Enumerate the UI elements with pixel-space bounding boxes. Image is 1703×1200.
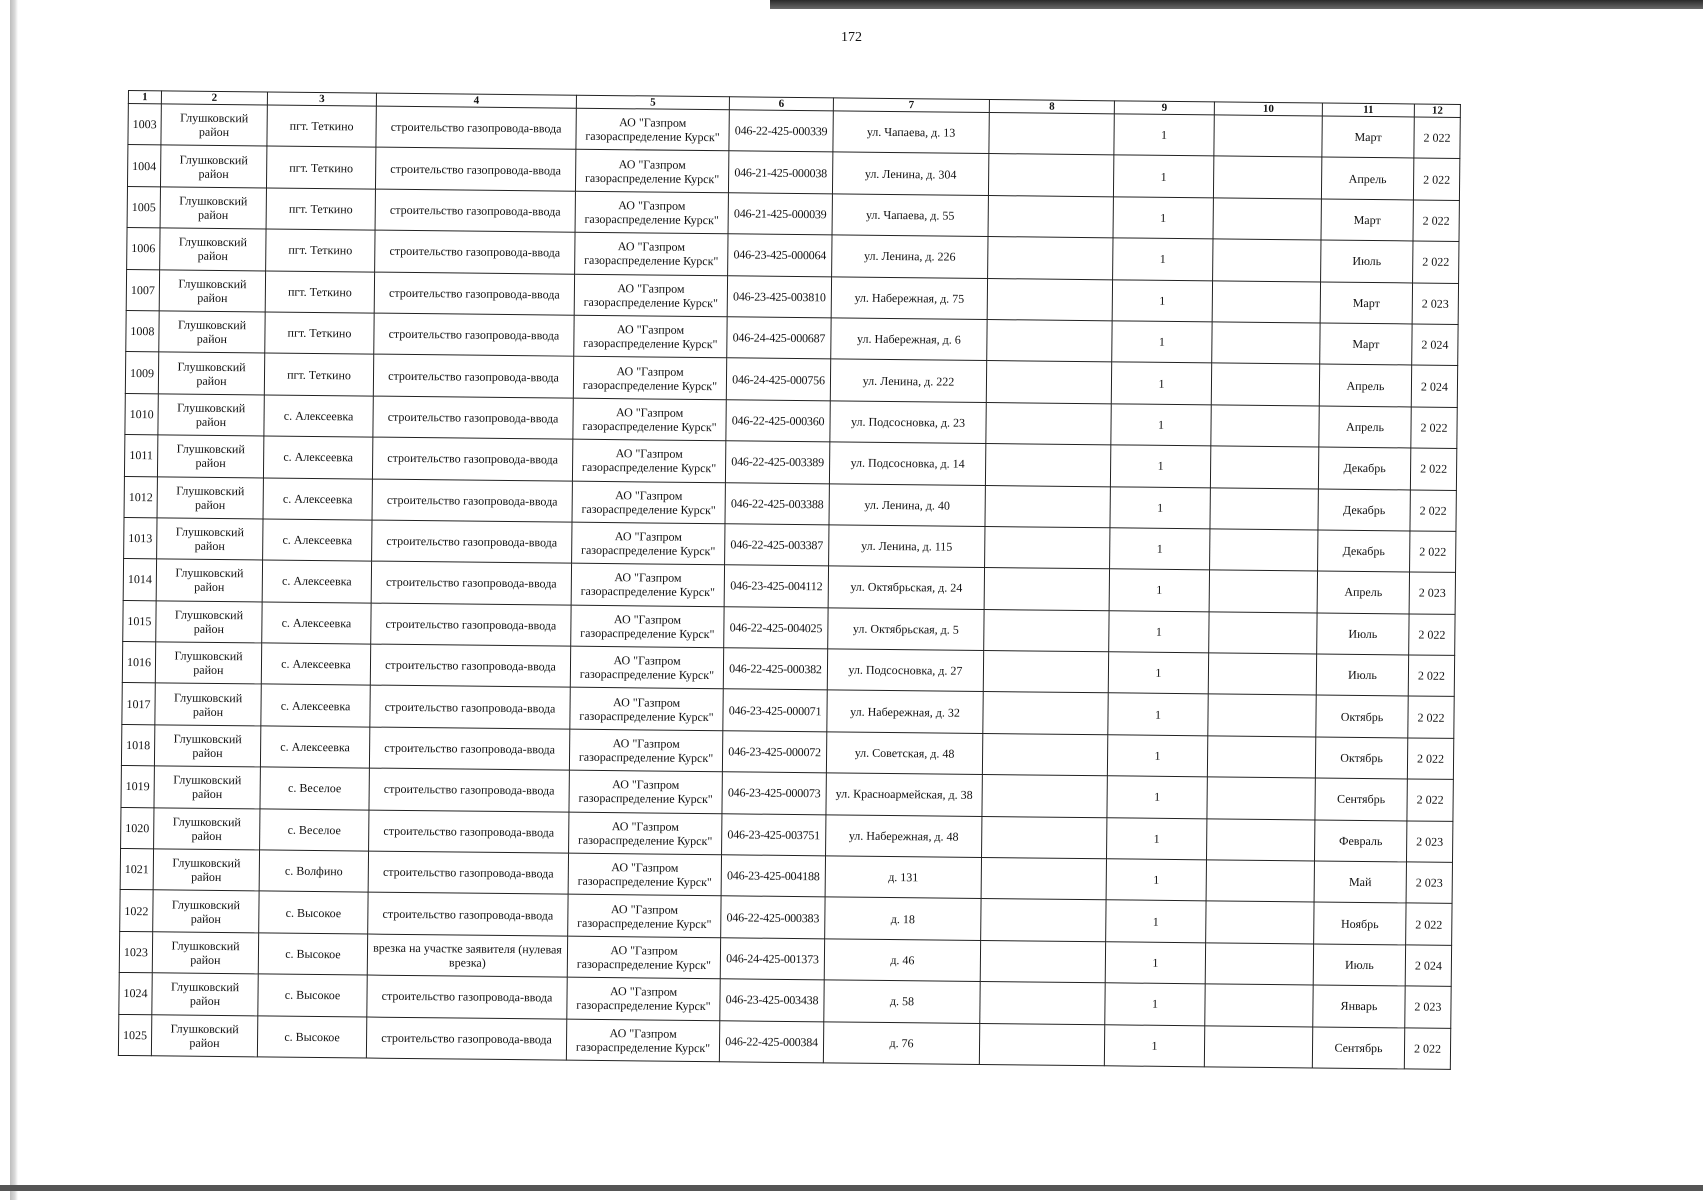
settlement-cell: с. Алексеевка [263, 477, 372, 520]
district-cell: Глушковский район [154, 725, 260, 767]
quantity-cell: 1 [1112, 321, 1212, 363]
quantity-cell: 1 [1114, 114, 1214, 156]
row-number: 1007 [126, 269, 159, 311]
address-cell: ул. Чапаева, д. 13 [833, 111, 989, 154]
col8-cell [988, 154, 1113, 197]
col10-cell [1210, 529, 1318, 572]
code-cell: 046-21-425-000038 [728, 151, 832, 193]
code-cell: 046-22-425-000339 [729, 110, 833, 152]
organization-cell: АО "Газпром газораспределение Курск" [572, 522, 725, 565]
address-cell: ул. Набережная, д. 32 [827, 690, 983, 733]
address-cell: ул. Подсосновка, д. 14 [829, 442, 985, 485]
row-number: 1025 [118, 1014, 151, 1056]
row-number: 1020 [121, 807, 154, 849]
organization-cell: АО "Газпром газораспределение Курск" [568, 853, 721, 896]
year-cell: 2 022 [1407, 779, 1453, 821]
organization-cell: АО "Газпром газораспределение Курск" [567, 936, 720, 979]
year-cell: 2 022 [1408, 655, 1454, 697]
settlement-cell: с. Волфино [259, 850, 368, 893]
col10-cell [1214, 115, 1322, 158]
year-cell: 2 022 [1413, 200, 1459, 242]
district-cell: Глушковский район [155, 683, 261, 725]
code-cell: 046-24-425-000756 [726, 358, 830, 400]
district-cell: Глушковский район [160, 145, 266, 187]
organization-cell: АО "Газпром газораспределение Курск" [574, 274, 727, 317]
col8-cell [982, 733, 1107, 776]
work-type-cell: строительство газопровода-ввода [368, 851, 568, 894]
code-cell: 046-22-425-000384 [719, 1020, 823, 1062]
code-cell: 046-22-425-003388 [725, 482, 829, 524]
district-cell: Глушковский район [160, 187, 266, 229]
quantity-cell: 1 [1111, 362, 1211, 404]
district-cell: Глушковский район [157, 476, 263, 518]
table-body [118, 104, 1460, 1070]
work-type-cell: строительство газопровода-ввода [376, 106, 576, 149]
settlement-cell: с. Высокое [258, 933, 367, 976]
column-header: 6 [729, 97, 833, 111]
row-number: 1017 [122, 683, 155, 725]
district-cell: Глушковский район [157, 518, 263, 560]
column-header: 10 [1214, 102, 1322, 116]
month-cell: Апрель [1319, 364, 1411, 406]
year-cell: 2 022 [1414, 117, 1460, 159]
district-cell: Глушковский район [160, 228, 266, 270]
organization-cell: АО "Газпром газораспределение Курск" [576, 108, 729, 151]
col10-cell [1213, 156, 1321, 199]
year-cell: 2 023 [1406, 821, 1452, 863]
quantity-cell: 1 [1110, 528, 1210, 570]
row-number: 1003 [128, 104, 161, 146]
month-cell: Декабрь [1318, 530, 1410, 572]
address-cell: ул. Ленина, д. 40 [829, 483, 985, 526]
work-type-cell: строительство газопровода-ввода [370, 686, 570, 729]
address-cell: д. 18 [825, 897, 981, 940]
code-cell: 046-24-425-001373 [720, 938, 824, 980]
work-type-cell: строительство газопровода-ввода [369, 768, 569, 811]
work-type-cell: строительство газопровода-ввода [372, 520, 572, 563]
row-number: 1012 [124, 476, 157, 518]
year-cell: 2 022 [1407, 738, 1453, 780]
address-cell: ул. Советская, д. 48 [826, 732, 982, 775]
column-header: 9 [1114, 101, 1214, 115]
district-cell: Глушковский район [157, 435, 263, 477]
district-cell: Глушковский район [161, 104, 267, 146]
code-cell: 046-23-425-004188 [721, 855, 825, 897]
quantity-cell: 1 [1113, 238, 1213, 280]
organization-cell: АО "Газпром газораспределение Курск" [572, 481, 725, 524]
address-cell: ул. Октябрьская, д. 5 [828, 608, 984, 651]
scan-edge-bottom [0, 1185, 1703, 1191]
district-cell: Глушковский район [153, 890, 259, 932]
address-cell: д. 76 [823, 1021, 979, 1064]
row-number: 1004 [127, 145, 160, 187]
row-number: 1010 [125, 393, 158, 435]
work-type-cell: строительство газопровода-ввода [372, 437, 572, 480]
organization-cell: АО "Газпром газораспределение Курск" [574, 315, 727, 358]
settlement-cell: с. Высокое [258, 974, 367, 1017]
address-cell: ул. Набережная, д. 48 [826, 814, 982, 857]
year-cell: 2 022 [1413, 241, 1459, 283]
organization-cell: АО "Газпром газораспределение Курск" [572, 439, 725, 482]
code-cell: 046-21-425-000039 [728, 193, 832, 235]
month-cell: Март [1321, 199, 1413, 241]
quantity-cell: 1 [1107, 817, 1207, 859]
month-cell: Сентябрь [1315, 778, 1407, 820]
col8-cell [985, 485, 1110, 528]
district-cell: Глушковский район [159, 269, 265, 311]
district-cell: Глушковский район [156, 559, 262, 601]
settlement-cell: с. Алексеевка [263, 519, 372, 562]
row-number: 1021 [120, 848, 153, 890]
settlement-cell: с. Алексеевка [262, 560, 371, 603]
col8-cell [985, 444, 1110, 487]
col8-cell [987, 278, 1112, 321]
col8-cell [980, 982, 1105, 1025]
col8-cell [981, 858, 1106, 901]
settlement-cell: пгт. Теткино [266, 146, 375, 189]
row-number: 1018 [121, 724, 154, 766]
row-number: 1015 [123, 600, 156, 642]
year-cell: 2 022 [1408, 696, 1454, 738]
code-cell: 046-22-425-003387 [725, 524, 829, 566]
quantity-cell: 1 [1108, 693, 1208, 735]
column-header: 11 [1322, 103, 1414, 117]
col10-cell [1204, 1025, 1312, 1068]
month-cell: Май [1314, 861, 1406, 903]
quantity-cell: 1 [1105, 983, 1205, 1025]
settlement-cell: с. Высокое [259, 891, 368, 934]
quantity-cell: 1 [1113, 197, 1213, 239]
code-cell: 046-23-425-000064 [728, 234, 832, 276]
work-type-cell: строительство газопровода-ввода [371, 603, 571, 646]
col10-cell [1208, 653, 1316, 696]
quantity-cell: 1 [1107, 735, 1207, 777]
col10-cell [1209, 570, 1317, 613]
code-cell: 046-23-425-003810 [727, 275, 831, 317]
settlement-cell: пгт. Теткино [265, 271, 374, 314]
row-number: 1005 [127, 186, 160, 228]
col10-cell [1210, 487, 1318, 530]
row-number: 1023 [119, 931, 152, 973]
quantity-cell: 1 [1104, 1024, 1204, 1066]
settlement-cell: с. Веселое [260, 809, 369, 852]
year-cell: 2 022 [1404, 1028, 1450, 1070]
column-header: 7 [833, 98, 989, 113]
col8-cell [988, 195, 1113, 238]
work-type-cell: строительство газопровода-ввода [367, 975, 567, 1018]
col10-cell [1209, 612, 1317, 655]
work-type-cell: строительство газопровода-ввода [369, 727, 569, 770]
code-cell: 046-23-425-000071 [723, 689, 827, 731]
code-cell: 046-23-425-003438 [720, 979, 824, 1021]
work-type-cell: строительство газопровода-ввода [375, 147, 575, 190]
settlement-cell: с. Алексеевка [260, 726, 369, 769]
col10-cell [1210, 446, 1318, 489]
quantity-cell: 1 [1106, 900, 1206, 942]
year-cell: 2 022 [1411, 407, 1457, 449]
col10-cell [1205, 984, 1313, 1027]
address-cell: д. 131 [825, 856, 981, 899]
work-type-cell: строительство газопровода-ввода [366, 1017, 566, 1060]
quantity-cell: 1 [1113, 155, 1213, 197]
year-cell: 2 023 [1406, 862, 1452, 904]
month-cell: Апрель [1319, 406, 1411, 448]
address-cell: ул. Ленина, д. 226 [832, 235, 988, 278]
district-cell: Глушковский район [153, 849, 259, 891]
row-number: 1022 [120, 890, 153, 932]
organization-cell: АО "Газпром газораспределение Курск" [567, 977, 720, 1020]
row-number: 1008 [126, 310, 159, 352]
work-type-cell: врезка на участке заявителя (нулевая врезка) [367, 934, 567, 977]
address-cell: д. 46 [824, 939, 980, 982]
col10-cell [1206, 901, 1314, 944]
settlement-cell: пгт. Теткино [266, 188, 375, 231]
row-number: 1024 [119, 973, 152, 1015]
code-cell: 046-22-425-004025 [724, 606, 828, 648]
quantity-cell: 1 [1111, 404, 1211, 446]
address-cell: ул. Подсосновка, д. 27 [827, 649, 983, 692]
work-type-cell: строительство газопровода-ввода [370, 644, 570, 687]
col8-cell [981, 899, 1106, 942]
year-cell: 2 023 [1405, 986, 1451, 1028]
month-cell: Март [1320, 282, 1412, 324]
year-cell: 2 022 [1410, 531, 1456, 573]
col10-cell [1213, 239, 1321, 282]
organization-cell: АО "Газпром газораспределение Курск" [573, 357, 726, 400]
year-cell: 2 024 [1405, 945, 1451, 987]
address-cell: д. 58 [824, 980, 980, 1023]
col10-cell [1205, 943, 1313, 986]
organization-cell: АО "Газпром газораспределение Курск" [569, 812, 722, 855]
row-number: 1013 [124, 517, 157, 559]
settlement-cell: с. Алексеевка [263, 436, 372, 479]
column-header: 1 [128, 91, 161, 104]
data-table [118, 90, 1461, 1070]
address-cell: ул. Подсосновка, д. 23 [830, 401, 986, 444]
row-number: 1019 [121, 766, 154, 808]
col8-cell [989, 113, 1114, 156]
month-cell: Июль [1313, 944, 1405, 986]
organization-cell: АО "Газпром газораспределение Курск" [571, 605, 724, 648]
organization-cell: АО "Газпром газораспределение Курск" [569, 770, 722, 813]
col8-cell [988, 237, 1113, 280]
settlement-cell: пгт. Теткино [265, 312, 374, 355]
col8-cell [985, 526, 1110, 569]
district-cell: Глушковский район [156, 601, 262, 643]
quantity-cell: 1 [1107, 776, 1207, 818]
work-type-cell: строительство газопровода-ввода [368, 892, 568, 935]
address-cell: ул. Ленина, д. 115 [829, 525, 985, 568]
organization-cell: АО "Газпром газораспределение Курск" [568, 895, 721, 938]
district-cell: Глушковский район [158, 394, 264, 436]
address-cell: ул. Октябрьская, д. 24 [828, 566, 984, 609]
scan-edge-left [10, 0, 18, 1200]
scan-edge-top [770, 0, 1703, 9]
month-cell: Март [1320, 323, 1412, 365]
code-cell: 046-24-425-000687 [727, 317, 831, 359]
work-type-cell: строительство газопровода-ввода [373, 396, 573, 439]
col8-cell [980, 940, 1105, 983]
quantity-cell: 1 [1110, 445, 1210, 487]
address-cell: ул. Набережная, д. 6 [831, 318, 987, 361]
organization-cell: АО "Газпром газораспределение Курск" [575, 232, 728, 275]
year-cell: 2 023 [1409, 572, 1455, 614]
year-cell: 2 022 [1410, 489, 1456, 531]
quantity-cell: 1 [1109, 569, 1209, 611]
year-cell: 2 024 [1411, 365, 1457, 407]
col10-cell [1207, 777, 1315, 820]
col10-cell [1212, 280, 1320, 323]
code-cell: 046-22-425-000360 [726, 400, 830, 442]
settlement-cell: пгт. Теткино [266, 229, 375, 272]
month-cell: Октябрь [1316, 695, 1408, 737]
code-cell: 046-22-425-003389 [725, 441, 829, 483]
year-cell: 2 022 [1410, 448, 1456, 490]
column-header: 3 [267, 92, 376, 106]
col8-cell [983, 651, 1108, 694]
code-cell: 046-22-425-000382 [723, 648, 827, 690]
year-cell: 2 022 [1409, 614, 1455, 656]
district-cell: Глушковский район [154, 807, 260, 849]
quantity-cell: 1 [1106, 859, 1206, 901]
quantity-cell: 1 [1109, 610, 1209, 652]
organization-cell: АО "Газпром газораспределение Курск" [570, 688, 723, 731]
settlement-cell: с. Алексеевка [264, 395, 373, 438]
organization-cell: АО "Газпром газораспределение Курск" [569, 729, 722, 772]
month-cell: Июль [1316, 654, 1408, 696]
year-cell: 2 024 [1412, 324, 1458, 366]
col10-cell [1213, 198, 1321, 241]
settlement-cell: с. Алексеевка [261, 684, 370, 727]
month-cell: Ноябрь [1314, 902, 1406, 944]
address-cell: ул. Ленина, д. 222 [830, 359, 986, 402]
work-type-cell: строительство газопровода-ввода [369, 810, 569, 853]
organization-cell: АО "Газпром газораспределение Курск" [566, 1019, 719, 1062]
col10-cell [1206, 818, 1314, 861]
month-cell: Апрель [1321, 157, 1413, 199]
month-cell: Январь [1313, 985, 1405, 1027]
column-header: 2 [161, 91, 267, 105]
year-cell: 2 022 [1406, 903, 1452, 945]
work-type-cell: строительство газопровода-ввода [374, 313, 574, 356]
quantity-cell: 1 [1112, 279, 1212, 321]
quantity-cell: 1 [1108, 652, 1208, 694]
col10-cell [1212, 322, 1320, 365]
col8-cell [986, 361, 1111, 404]
col8-cell [984, 568, 1109, 611]
column-header: 5 [576, 95, 729, 110]
organization-cell: АО "Газпром газораспределение Курск" [570, 646, 723, 689]
row-number: 1009 [125, 352, 158, 394]
month-cell: Апрель [1317, 571, 1409, 613]
code-cell: 046-22-425-000383 [721, 896, 825, 938]
month-cell: Июль [1317, 613, 1409, 655]
settlement-cell: пгт. Теткино [264, 353, 373, 396]
col10-cell [1207, 736, 1315, 779]
code-cell: 046-23-425-000072 [722, 731, 826, 773]
col10-cell [1211, 363, 1319, 406]
work-type-cell: строительство газопровода-ввода [373, 354, 573, 397]
work-type-cell: строительство газопровода-ввода [375, 189, 575, 232]
row-number: 1016 [122, 642, 155, 684]
year-cell: 2 022 [1413, 158, 1459, 200]
settlement-cell: пгт. Теткино [267, 105, 376, 148]
col8-cell [979, 1023, 1104, 1066]
month-cell: Декабрь [1318, 489, 1410, 531]
district-cell: Глушковский район [154, 766, 260, 808]
col8-cell [986, 402, 1111, 445]
work-type-cell: строительство газопровода-ввода [374, 272, 574, 315]
column-header: 4 [376, 93, 576, 108]
settlement-cell: с. Алексеевка [262, 602, 371, 645]
organization-cell: АО "Газпром газораспределение Курск" [571, 563, 724, 606]
col10-cell [1208, 694, 1316, 737]
district-cell: Глушковский район [152, 973, 258, 1015]
organization-cell: АО "Газпром газораспределение Курск" [575, 150, 728, 193]
district-cell: Глушковский район [152, 932, 258, 974]
address-cell: ул. Ленина, д. 304 [832, 152, 988, 195]
quantity-cell: 1 [1110, 486, 1210, 528]
organization-cell: АО "Газпром газораспределение Курск" [575, 191, 728, 234]
district-cell: Глушковский район [155, 642, 261, 684]
col8-cell [982, 775, 1107, 818]
col8-cell [982, 816, 1107, 859]
col8-cell [987, 319, 1112, 362]
district-cell: Глушковский район [158, 352, 264, 394]
column-header: 12 [1414, 104, 1460, 117]
address-cell: ул. Красноармейская, д. 38 [826, 773, 982, 816]
quantity-cell: 1 [1105, 942, 1205, 984]
col10-cell [1211, 405, 1319, 448]
district-cell: Глушковский район [151, 1014, 257, 1056]
month-cell: Октябрь [1315, 737, 1407, 779]
work-type-cell: строительство газопровода-ввода [371, 561, 571, 604]
month-cell: Март [1322, 116, 1414, 158]
col10-cell [1206, 860, 1314, 903]
month-cell: Декабрь [1318, 447, 1410, 489]
column-header: 8 [989, 100, 1114, 114]
address-cell: ул. Чапаева, д. 55 [832, 194, 988, 237]
code-cell: 046-23-425-000073 [722, 772, 826, 814]
settlement-cell: с. Высокое [257, 1016, 366, 1059]
work-type-cell: строительство газопровода-ввода [372, 479, 572, 522]
page-number: 172 [841, 30, 862, 45]
address-cell: ул. Набережная, д. 75 [831, 276, 987, 319]
settlement-cell: с. Веселое [260, 767, 369, 810]
work-type-cell: строительство газопровода-ввода [375, 230, 575, 273]
month-cell: Июль [1321, 240, 1413, 282]
col8-cell [983, 692, 1108, 735]
year-cell: 2 023 [1412, 283, 1458, 325]
month-cell: Февраль [1314, 820, 1406, 862]
month-cell: Сентябрь [1312, 1027, 1404, 1069]
district-cell: Глушковский район [159, 311, 265, 353]
row-number: 1011 [124, 435, 157, 477]
code-cell: 046-23-425-004112 [724, 565, 828, 607]
row-number: 1006 [127, 228, 160, 270]
row-number: 1014 [123, 559, 156, 601]
col8-cell [984, 609, 1109, 652]
organization-cell: АО "Газпром газораспределение Курск" [573, 398, 726, 441]
settlement-cell: с. Алексеевка [261, 643, 370, 686]
code-cell: 046-23-425-003751 [722, 813, 826, 855]
